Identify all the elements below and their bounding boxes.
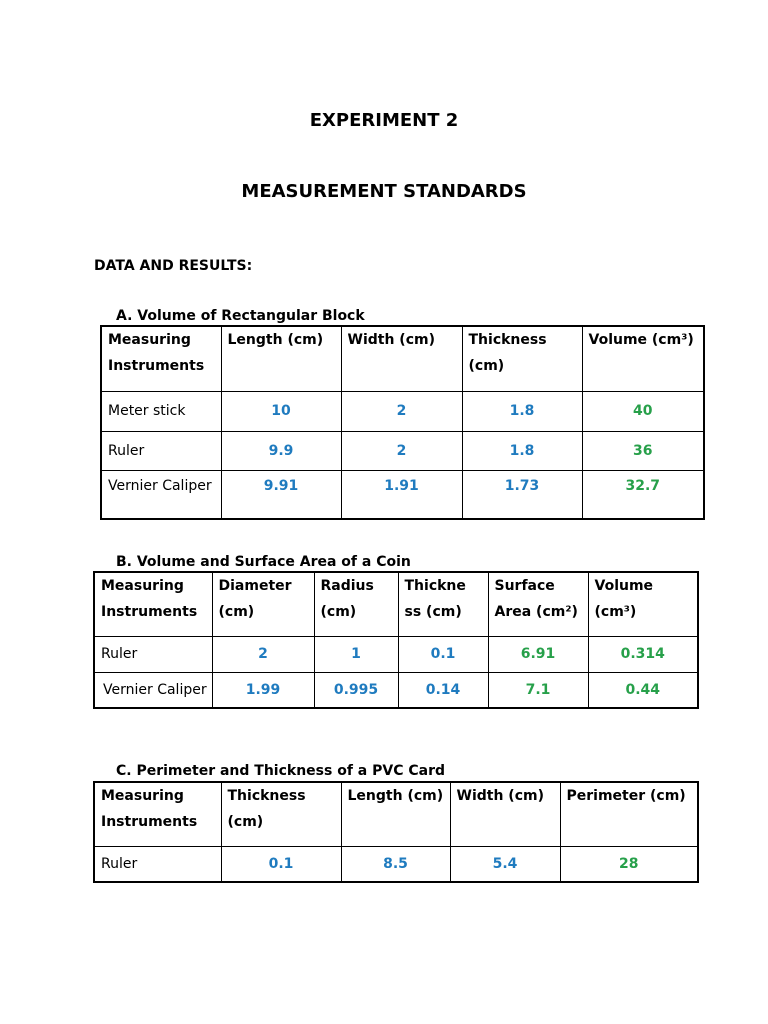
- section-heading: DATA AND RESULTS:: [94, 258, 253, 274]
- table-row: [101, 431, 704, 470]
- header-cell: Radius (cm): [314, 572, 398, 636]
- value-cell: 2: [341, 431, 462, 470]
- value-cell: 2: [212, 636, 314, 672]
- table-row: [101, 470, 704, 519]
- table-row: [94, 846, 698, 882]
- table-a-header-row: [101, 326, 704, 391]
- result-cell: 32.7: [582, 470, 704, 519]
- value-cell: 0.14: [398, 672, 488, 708]
- instrument-cell: Ruler: [94, 846, 221, 882]
- header-cell: Thickne ss (cm): [398, 572, 488, 636]
- header-cell: Measuring Instruments: [94, 572, 212, 636]
- value-cell: 0.1: [221, 846, 341, 882]
- result-cell: 40: [582, 391, 704, 431]
- result-cell: 7.1: [488, 672, 588, 708]
- value-cell: 2: [341, 391, 462, 431]
- header-cell: Diameter (cm): [212, 572, 314, 636]
- result-cell: 0.314: [588, 636, 698, 672]
- value-cell: 1.8: [462, 431, 582, 470]
- value-cell: 9.9: [221, 431, 341, 470]
- table-row: [94, 672, 698, 708]
- table-a: [100, 325, 705, 520]
- value-cell: 10: [221, 391, 341, 431]
- table-c: [93, 781, 699, 883]
- instrument-cell: Meter stick: [101, 391, 221, 431]
- result-cell: 28: [560, 846, 698, 882]
- value-cell: 8.5: [341, 846, 450, 882]
- header-cell: Width (cm): [450, 782, 560, 846]
- header-cell: Surface Area (cm²): [488, 572, 588, 636]
- value-cell: 0.1: [398, 636, 488, 672]
- instrument-cell: Ruler: [94, 636, 212, 672]
- table-c-caption: C. Perimeter and Thickness of a PVC Card: [116, 763, 446, 779]
- header-cell: Volume (cm³): [588, 572, 698, 636]
- header-cell: Perimeter (cm): [560, 782, 698, 846]
- value-cell: 1.8: [462, 391, 582, 431]
- value-cell: 5.4: [450, 846, 560, 882]
- experiment-title: EXPERIMENT 2: [309, 110, 459, 131]
- result-cell: 0.44: [588, 672, 698, 708]
- value-cell: 0.995: [314, 672, 398, 708]
- table-b-caption: B. Volume and Surface Area of a Coin: [116, 554, 411, 570]
- header-cell: Thickness (cm): [221, 782, 341, 846]
- value-cell: 1.73: [462, 470, 582, 519]
- instrument-cell: Vernier Caliper: [94, 672, 212, 708]
- table-a-caption: A. Volume of Rectangular Block: [116, 308, 365, 324]
- value-cell: 1.99: [212, 672, 314, 708]
- header-cell: Volume (cm³): [582, 326, 704, 391]
- table-c-header-row: [94, 782, 698, 846]
- header-cell: Measuring Instruments: [101, 326, 221, 391]
- instrument-cell: Ruler: [101, 431, 221, 470]
- result-cell: 36: [582, 431, 704, 470]
- table-b: [93, 571, 699, 709]
- header-cell: Length (cm): [221, 326, 341, 391]
- header-cell: Width (cm): [341, 326, 462, 391]
- header-cell: Thickness (cm): [462, 326, 582, 391]
- header-cell: Measuring Instruments: [94, 782, 221, 846]
- table-row: [101, 391, 704, 431]
- table-row: [94, 636, 698, 672]
- value-cell: 9.91: [221, 470, 341, 519]
- result-cell: 6.91: [488, 636, 588, 672]
- header-cell: Length (cm): [341, 782, 450, 846]
- value-cell: 1: [314, 636, 398, 672]
- instrument-cell: Vernier Caliper: [101, 470, 221, 519]
- experiment-subtitle: MEASUREMENT STANDARDS: [241, 181, 527, 202]
- table-b-header-row: [94, 572, 698, 636]
- value-cell: 1.91: [341, 470, 462, 519]
